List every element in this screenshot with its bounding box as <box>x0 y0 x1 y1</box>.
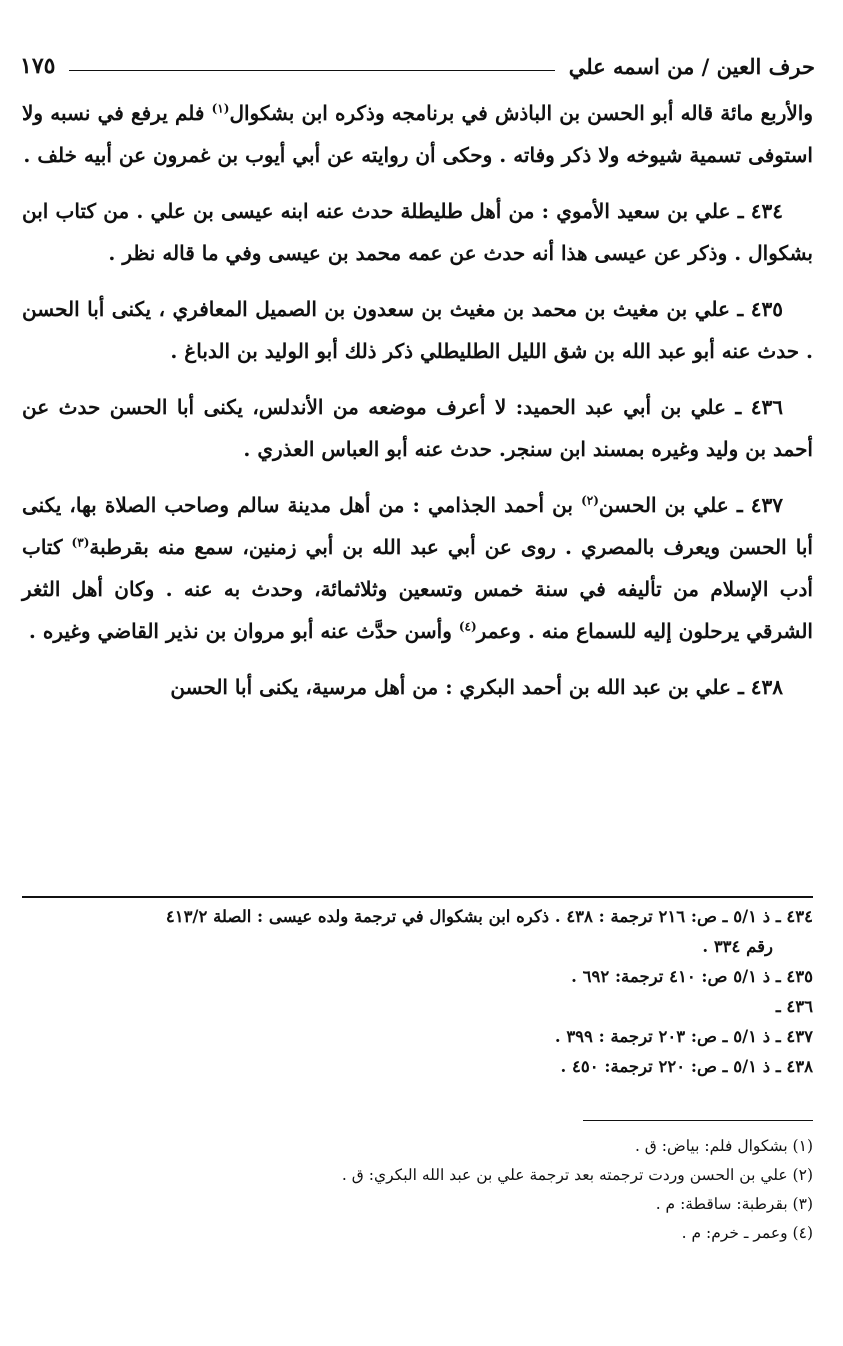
entry-436 <box>22 386 813 470</box>
reference-line: ٤٣٧ ـ ذ ٥/١ ـ ص: ٢٠٣ ترجمة : ٣٩٩ . <box>554 1027 813 1046</box>
paragraph-text: والأربع مائة قاله أبو الحسن بن الباذش في برنامجه وذكره ابن بشكوال <box>229 101 813 125</box>
reference-line: ٤٣٨ ـ ذ ٥/١ ـ ص: ٢٢٠ ترجمة: ٤٥٠ . <box>560 1057 813 1076</box>
footnotes-block <box>22 1132 813 1248</box>
paragraph-text: ٤٣٨ ـ علي بن عبد الله بن أحمد البكري : من أهل مرسية، يكنى أبا الحسن <box>170 675 783 699</box>
reference-line: رقم ٣٣٤ . <box>702 937 773 956</box>
footnote: (١) بشكوال فلم: بياض: ق . <box>634 1137 813 1155</box>
entry-438 <box>22 666 813 708</box>
paragraph-text: ٤٣٦ ـ علي بن أبي عبد الحميد: لا أعرف موضعه من الأندلس، يكنى أبا الحسن حدث عن أحمد بن وليد وغيره بمسند ابن سنجر. حدث عنه أبو العباس العذري . <box>22 395 813 461</box>
entry-437 <box>22 484 813 652</box>
references-block <box>22 902 813 1082</box>
footnote: (٢) علي بن الحسن وردت ترجمته بعد ترجمة علي بن عبد الله البكري: ق . <box>341 1166 813 1184</box>
reference-line: ٤٣٦ ـ <box>775 997 813 1016</box>
footnote-marker: (٣) <box>71 535 90 550</box>
footnote: (٣) بقرطبة: ساقطة: م . <box>655 1195 813 1213</box>
header-rule <box>69 70 554 71</box>
page-header <box>20 44 815 88</box>
reference-line: ٤٣٤ ـ ذ ٥/١ ـ ص: ٢١٦ ترجمة : ٤٣٨ . ذكره ابن بشكوال في ترجمة ولده عيسى : الصلة ٤١٣/٢ <box>165 907 813 926</box>
footnote-marker: (٤) <box>458 619 477 634</box>
paragraph-text: وأسن حدَّث عنه أبو مروان بن نذير القاضي وغيره . <box>28 619 459 643</box>
paragraph-text: ٤٣٥ ـ علي بن مغيث بن محمد بن مغيث بن سعدون بن الصميل المعافري ، يكنى أبا الحسن . حدث عنه أبو عبد الله بن شق الليل الطليطلي ذكر ذلك أبو الوليد بن الدباغ . <box>22 297 813 363</box>
entry-435 <box>22 288 813 372</box>
footnote: (٤) وعمر ـ خرم: م . <box>681 1224 813 1242</box>
footnote-marker: (٢) <box>581 493 599 508</box>
paragraph-text: ٤٣٧ ـ علي بن الحسن <box>598 493 784 517</box>
footnote-marker: (١) <box>211 101 230 116</box>
running-title: حرف العين / من اسمه علي <box>568 53 815 79</box>
page-number: ١٧٥ <box>20 53 56 79</box>
main-text <box>22 92 813 722</box>
paragraph-text: كتاب أدب الإسلام من تأليفه في سنة خمس وتسعين وثلاثمائة، وحدث به عنه . وكان أهل الثغر الشرقي يرحلون إليه للسماع منه . وعمر <box>22 535 813 643</box>
entry-434 <box>22 190 813 274</box>
paragraph-text: بن أحمد الجذامي : من أهل مدينة سالم وصاحب الصلاة بها، يكنى أبا الحسن ويعرف بالمصري . روى عن أبي عبد الله بن أبي زمنين، سمع منه بقرطبة <box>22 493 813 559</box>
reference-line: ٤٣٥ ـ ذ ٥/١ ص: ٤١٠ ترجمة: ٦٩٢ . <box>571 967 813 986</box>
footnotes-divider <box>583 1120 813 1121</box>
paragraph-continuation <box>22 92 813 176</box>
references-divider <box>22 896 813 898</box>
paragraph-text: ٤٣٤ ـ علي بن سعيد الأموي : من أهل طليطلة حدث عنه ابنه عيسى بن علي . من كتاب ابن بشكوال . وذكر عن عيسى هذا أنه حدث عن عمه محمد بن عيسى وفي ما قاله نظر . <box>22 199 813 265</box>
paragraph-text: فلم يرفع في نسبه ولا استوفى تسمية شيوخه ولا ذكر وفاته . وحكى أن روايته عن أبي أيوب بن غمرون عن أبيه خلف . <box>22 101 813 167</box>
